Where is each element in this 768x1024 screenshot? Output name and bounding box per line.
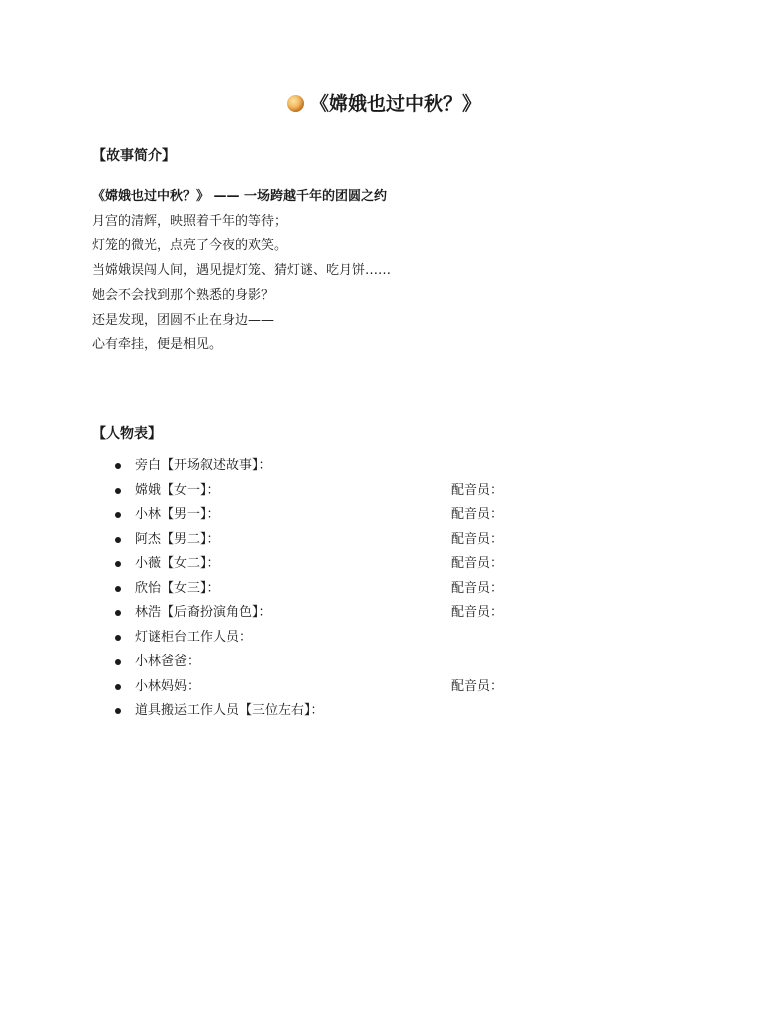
cast-item [0,675,768,700]
cast-voice-label: 配音员： [451,482,504,498]
cast-list [0,454,768,724]
moon-icon [287,95,304,112]
cast-item [0,577,768,602]
bullet-icon [115,586,121,592]
bullet-icon [115,635,121,641]
bullet-icon [115,610,121,616]
cast-item [0,650,768,675]
bullet-icon [115,561,121,567]
synopsis-body [92,185,391,358]
cast-role: 林浩【后裔扮演角色】： [135,605,272,620]
bullet-icon [115,537,121,543]
cast-role: 小林【男一】： [135,507,220,522]
synopsis-line: 她会不会找到那个熟悉的身影？ [92,287,275,303]
synopsis-heading: 【故事简介】 [92,148,176,164]
cast-item [0,528,768,553]
cast-role: 小林爸爸： [135,654,201,669]
synopsis-line: 灯笼的微光，点亮了今夜的欢笑。 [92,238,288,254]
cast-heading: 【人物表】 [92,426,162,442]
synopsis-lead: 《嫦娥也过中秋？》 —— 一场跨越千年的团圆之约 [92,189,388,204]
cast-item [0,699,768,724]
cast-voice-label: 配音员： [451,507,504,522]
synopsis-line: 心有牵挂，便是相见。 [92,337,223,353]
cast-voice-label: 配音员： [451,531,504,547]
cast-item [0,626,768,651]
cast-role: 小薇【女二】： [135,556,220,571]
cast-voice-label: 配音员： [451,580,504,596]
cast-item [0,552,768,577]
cast-item [0,479,768,504]
bullet-icon [115,463,121,469]
cast-voice-label: 配音员： [451,556,504,571]
document-title: 《嫦娥也过中秋？》 [309,93,481,115]
synopsis-line: 当嫦娥误闯人间，遇见提灯笼、猜灯谜、吃月饼…… [92,263,392,279]
cast-role: 旁白【开场叙述故事】： [135,458,272,473]
cast-role: 阿杰【男二】： [135,531,220,547]
cast-item [0,454,768,479]
cast-item [0,503,768,528]
cast-role: 欣怡【女三】： [135,580,220,596]
synopsis-line: 还是发现，团圆不止在身边—— [92,312,275,328]
bullet-icon [115,512,121,518]
cast-role: 道具搬运工作人员【三位左右】： [135,703,324,718]
cast-role: 嫦娥【女一】： [135,482,220,498]
synopsis-line: 月宫的清辉，映照着千年的等待； [92,213,288,229]
bullet-icon [115,684,121,690]
cast-voice-label: 配音员： [451,678,504,694]
cast-item [0,601,768,626]
cast-voice-label: 配音员： [451,605,504,620]
cast-role: 灯谜柜台工作人员： [135,629,253,645]
cast-role: 小林妈妈： [135,678,201,694]
document-title-row [0,90,768,118]
bullet-icon [115,708,121,714]
bullet-icon [115,488,121,494]
bullet-icon [115,659,121,665]
